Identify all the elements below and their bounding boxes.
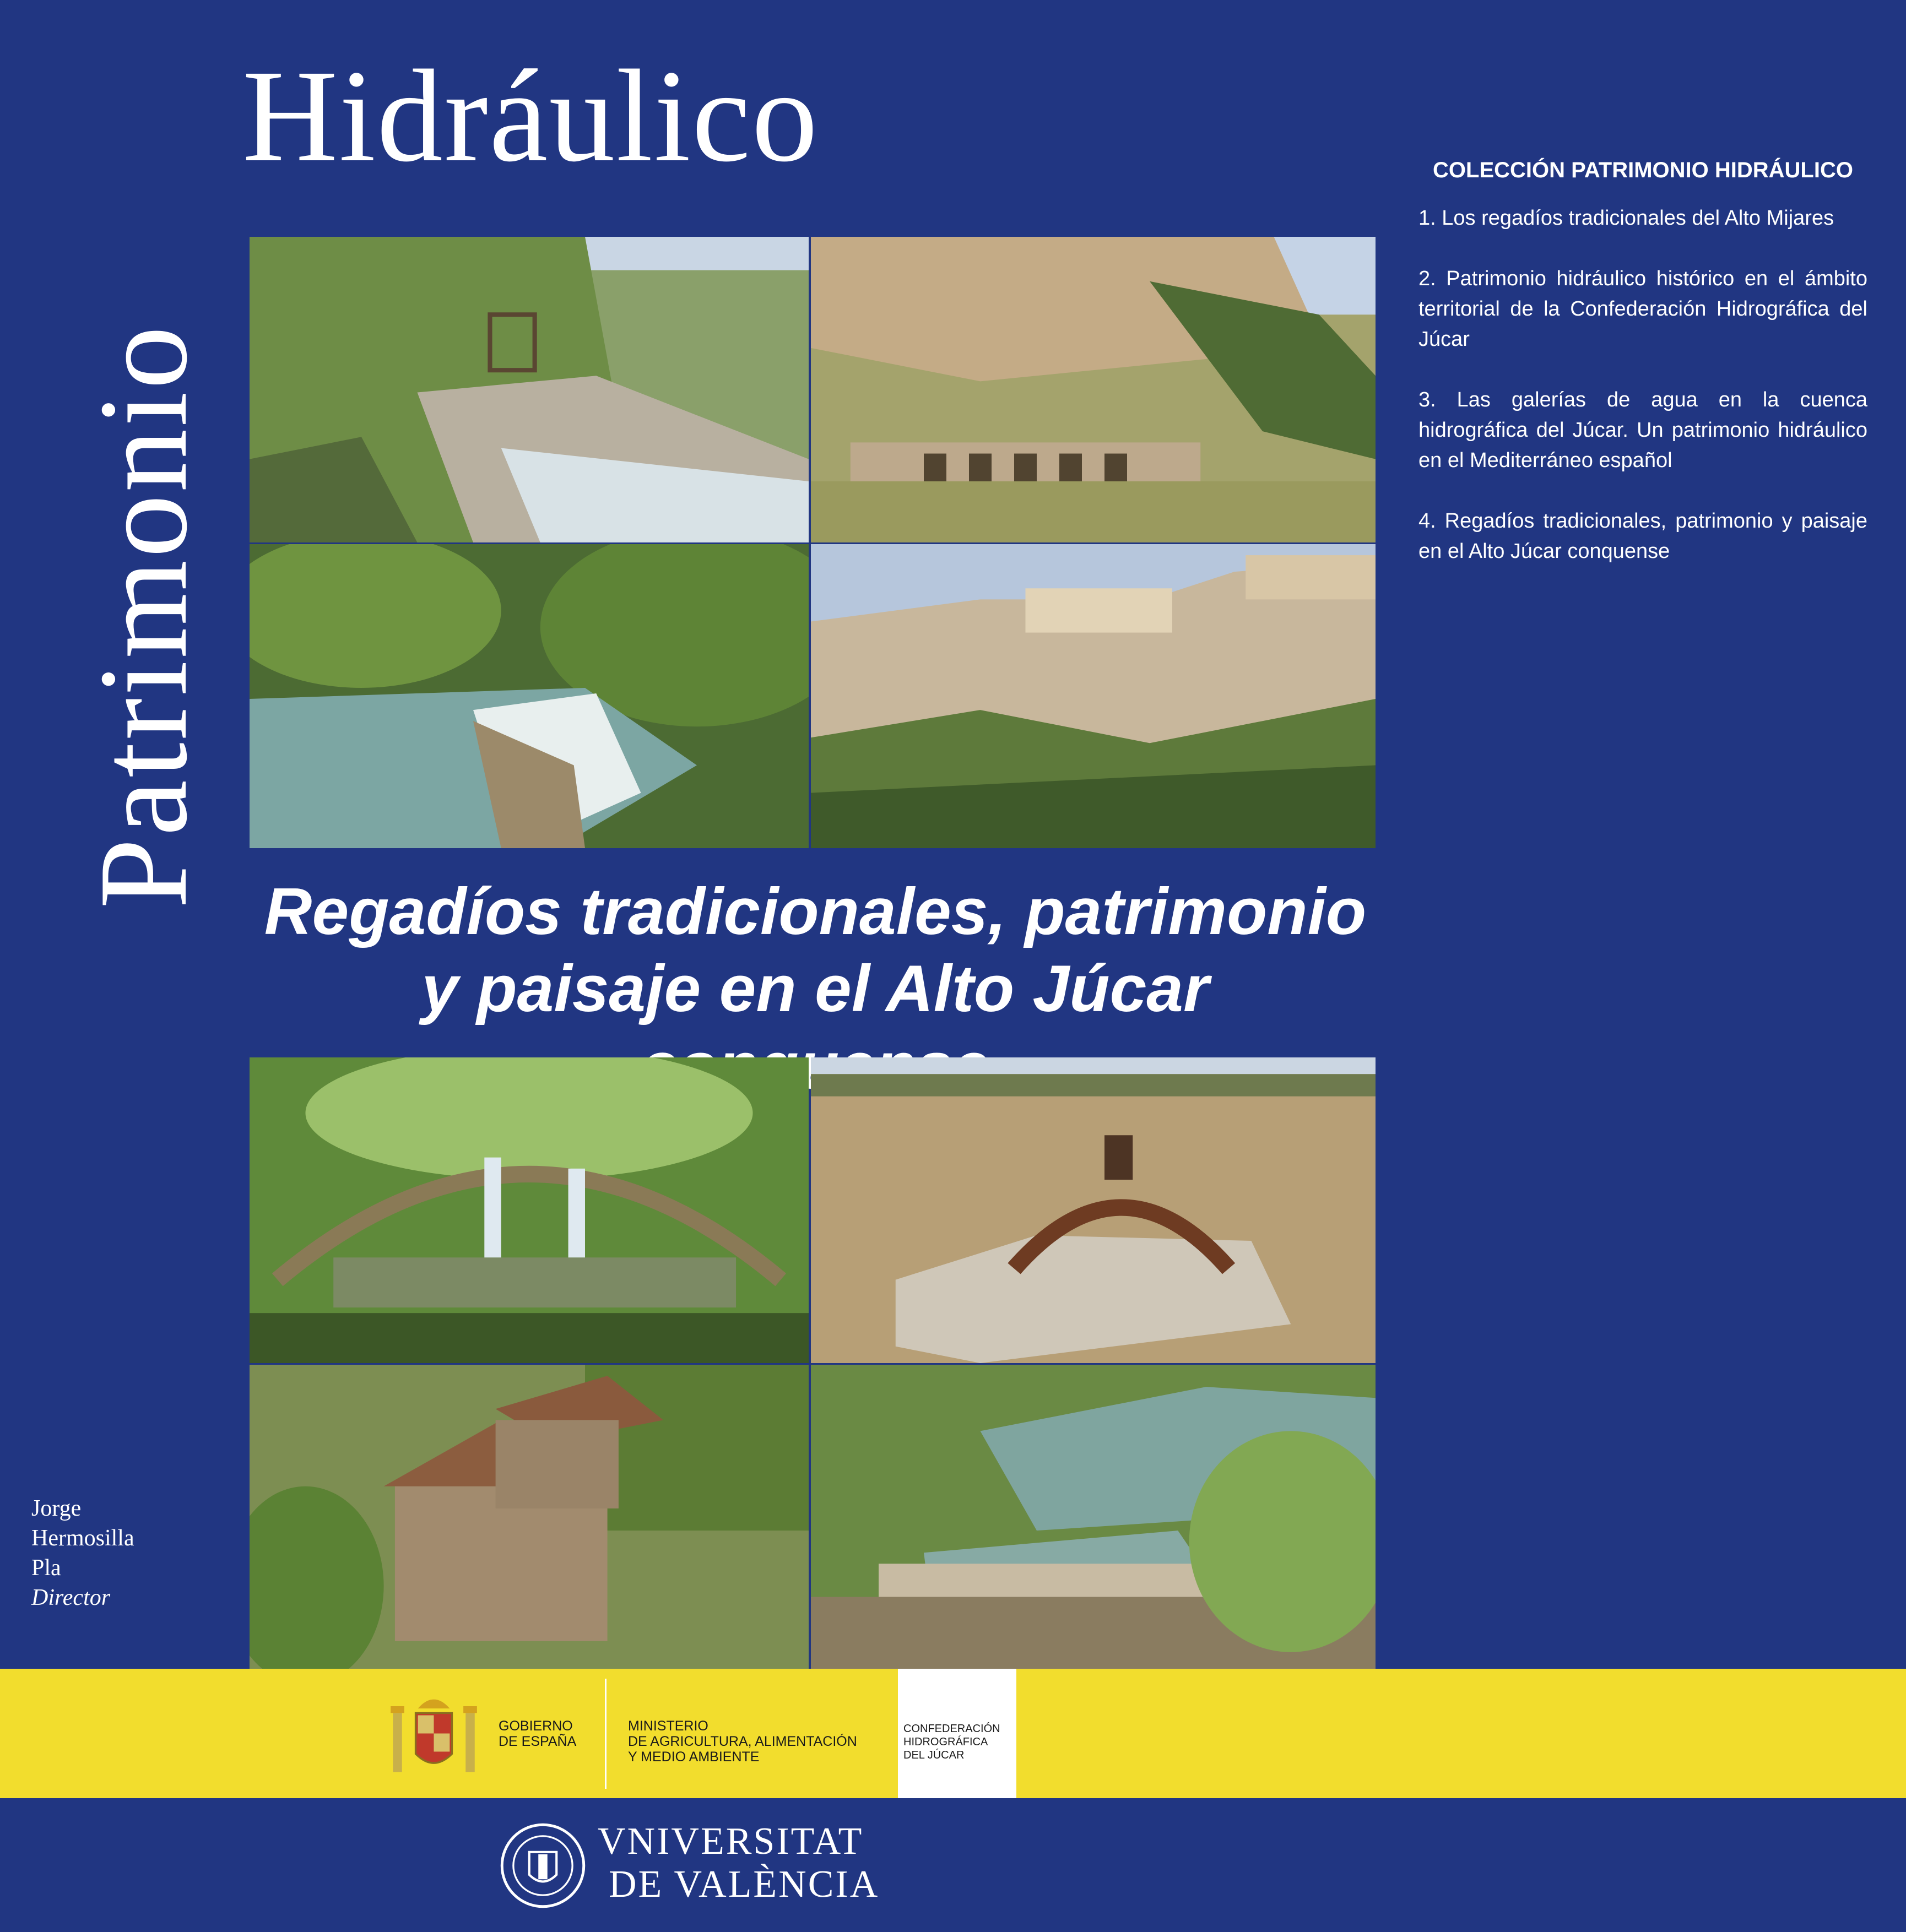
confederacion-line: CONFEDERACIÓN [903,1723,1000,1735]
gobierno-label [499,1718,603,1749]
university-seal-icon [497,1820,588,1911]
author-middle-name: Hermosilla [31,1526,134,1551]
university-name [598,1820,884,1906]
collection-item: 2. Patrimonio hidráulico histórico en el ámbito territorial de la Confederación Hidrográfica del Júcar [1418,267,1867,351]
photo-water-wheel [250,1057,809,1363]
subtitle: Regadíos tradicionales, patrimonio y paisaje en el Alto Júcar [264,875,1367,1025]
collection-item: 1. Los regadíos tradicionales del Alto Mijares [1418,207,1834,230]
gobierno-line: GOBIERNO [499,1718,573,1734]
title-patrimonio: Patrimonio [73,323,213,909]
confederacion-label [903,1722,1014,1762]
photo-river-weir [250,544,809,848]
collection-item: 4. Regadíos tradicionales, patrimonio y paisaje en el Alto Júcar conquense [1418,509,1867,563]
gobierno-line: DE ESPAÑA [499,1734,577,1749]
collection-heading: COLECCIÓN PATRIMONIO HIDRÁULICO [1433,158,1853,182]
collection-item: 3. Las galerías de agua en la cuenca hidrográfica del Júcar. Un patrimonio hidráulico en el Mediterráneo español [1418,388,1867,472]
university-name-line: VNIVERSITAT [598,1820,864,1863]
author-block [31,1494,197,1613]
photo-rusted-machinery [811,1057,1376,1363]
ministerio-line: DE AGRICULTURA, ALIMENTACIÓN [628,1734,857,1749]
photo-stone-mill [250,1365,809,1669]
title-hidraulico: Hidráulico [242,42,819,189]
band-divider [605,1679,607,1789]
ministerio-line: Y MEDIO AMBIENTE [628,1749,760,1765]
photo-aqueduct [811,237,1376,542]
photo-irrigation-canal [811,1365,1376,1669]
photo-cuenca-cliffs [811,544,1376,848]
collection-list [1418,155,1867,597]
university-name-line: DE VALÈNCIA [609,1863,880,1906]
photo-irrigation-gate [250,237,809,542]
confederacion-line: HIDROGRÁFICA [903,1736,988,1748]
author-role: Director [31,1585,111,1610]
author-last-name: Pla [31,1555,61,1581]
ministerio-label [628,1718,881,1765]
author-first-name: Jorge [31,1496,82,1521]
coat-of-arms-icon [388,1685,479,1782]
ministerio-line: MINISTERIO [628,1718,708,1734]
confederacion-line: DEL JÚCAR [903,1749,965,1761]
